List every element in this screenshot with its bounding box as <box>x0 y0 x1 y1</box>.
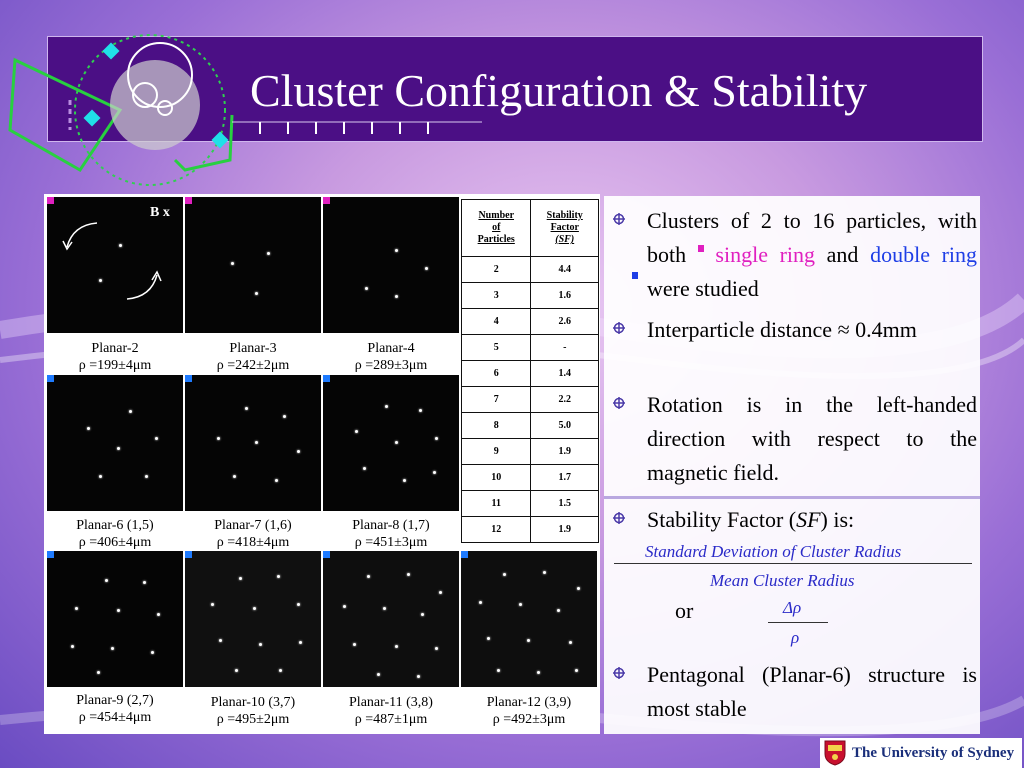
cluster-image-planar-4 <box>323 197 459 333</box>
table-row <box>462 283 599 309</box>
cluster-image-planar-6 <box>47 375 183 511</box>
panel-marker-blue <box>47 551 54 558</box>
table-row <box>462 491 599 517</box>
table-cell: 6 <box>462 361 531 387</box>
table-cell: 8 <box>462 413 531 439</box>
table-row <box>462 387 599 413</box>
panel-label: Planar-6 (1,5) <box>76 518 154 533</box>
header-number-of-particles: Number of Particles <box>462 200 531 257</box>
table-cell: 2.2 <box>531 387 599 413</box>
panel-rho: ρ =454±4μm <box>78 710 152 725</box>
title-ruler-ticks <box>232 120 482 136</box>
bullet-pentagonal: Pentagonal (Planar-6) structure is most stable <box>647 662 977 721</box>
panel-marker-pink <box>185 197 192 204</box>
panel-caption <box>323 517 459 551</box>
table-row <box>462 413 599 439</box>
table-cell: 1.9 <box>531 439 599 465</box>
table-row <box>462 439 599 465</box>
table-row <box>462 517 599 543</box>
panel-marker-blue <box>47 375 54 382</box>
rotation-arrow-icon <box>123 269 163 303</box>
or-text: or <box>675 598 694 623</box>
fraction-line-2 <box>768 622 828 623</box>
panel-rho: ρ =289±3μm <box>354 358 428 373</box>
bullet-interparticle: Interparticle distance ≈ 0.4mm <box>647 317 917 342</box>
panel-label: Planar-11 (3,8) <box>349 695 433 710</box>
table-cell: 1.6 <box>531 283 599 309</box>
table-cell: 1.4 <box>531 361 599 387</box>
table-cell: 11 <box>462 491 531 517</box>
blue-marker-icon <box>632 272 638 279</box>
cluster-image-planar-7 <box>185 375 321 511</box>
panel-marker-pink <box>47 197 54 204</box>
panel-marker-blue <box>461 551 468 558</box>
panel-marker-blue <box>185 375 192 382</box>
header-stability-factor: Stability Factor (SF) <box>531 200 599 257</box>
panel-rho: ρ =495±2μm <box>216 712 290 727</box>
panel-divider <box>604 496 980 499</box>
table-cell: 4.4 <box>531 257 599 283</box>
panel-rho: ρ =487±1μm <box>354 712 428 727</box>
bullet-stability-factor: Stability Factor (SF) is: <box>647 507 855 532</box>
panel-rho: ρ =492±3μm <box>492 712 566 727</box>
university-logo <box>820 738 1022 768</box>
table-cell: - <box>531 335 599 361</box>
table-cell: 2.6 <box>531 309 599 335</box>
panel-rho: ρ =451±3μm <box>354 535 428 550</box>
panel-caption <box>323 694 459 728</box>
panel-label: Planar-12 (3,9) <box>486 695 572 710</box>
cluster-image-planar-11 <box>323 551 459 687</box>
panel-rho: ρ =418±4μm <box>216 535 290 550</box>
pink-marker-icon <box>698 245 704 252</box>
panel-label: Planar-8 (1,7) <box>352 518 430 533</box>
panel-label: Planar-3 <box>229 341 277 356</box>
panel-caption <box>323 340 459 374</box>
panel-label: Planar-7 (1,6) <box>214 518 292 533</box>
panel-caption <box>47 692 183 726</box>
table-row <box>462 465 599 491</box>
table-cell: 9 <box>462 439 531 465</box>
table-cell: 5.0 <box>531 413 599 439</box>
formula2-numerator: Δρ <box>783 598 802 617</box>
formula-numerator: Standard Deviation of Cluster Radius <box>645 542 902 561</box>
cluster-image-planar-10 <box>185 551 321 687</box>
panel-marker-blue <box>323 375 330 382</box>
formula-denominator: Mean Cluster Radius <box>710 571 855 590</box>
panel-caption <box>185 340 321 374</box>
table-cell: 3 <box>462 283 531 309</box>
panel-label: Planar-9 (2,7) <box>76 693 154 708</box>
cluster-image-planar-8 <box>323 375 459 511</box>
slide-title: Cluster Configuration & Stability <box>250 65 868 116</box>
table-row <box>462 335 599 361</box>
panel-caption <box>47 517 183 551</box>
panel-rho: ρ =242±2μm <box>216 358 290 373</box>
panel-marker-blue <box>185 551 192 558</box>
panel-caption <box>185 517 321 551</box>
table-cell: 2 <box>462 257 531 283</box>
bullet-clusters: Clusters of 2 to 16 particles, with both single ring and double ring were studied <box>647 208 978 301</box>
crosshair-bullet-icon <box>613 322 625 334</box>
crosshair-bullet-icon <box>613 397 625 409</box>
panel-caption <box>461 694 597 728</box>
table-cell: 4 <box>462 309 531 335</box>
crosshair-bullet-icon <box>613 213 625 225</box>
table-header-row <box>462 200 599 257</box>
table-cell: 7 <box>462 387 531 413</box>
bullet-rotation: Rotation is in the left-handed direction with respect to the magnetic field. <box>647 392 977 485</box>
stability-table-panel <box>459 196 600 546</box>
panel-rho: ρ =406±4μm <box>78 535 152 550</box>
university-crest-icon <box>824 740 846 766</box>
decorative-orbit-graphic <box>0 20 260 190</box>
panel-caption <box>47 340 183 374</box>
fraction-line <box>614 563 972 564</box>
cluster-image-planar-3 <box>185 197 321 333</box>
table-cell: 12 <box>462 517 531 543</box>
table-row <box>462 309 599 335</box>
single-ring-text: single ring <box>715 242 816 267</box>
rotation-arrow-icon <box>61 219 101 253</box>
table-cell: 1.9 <box>531 517 599 543</box>
stability-factor-table <box>461 199 599 543</box>
panel-marker-blue <box>323 551 330 558</box>
table-cell: 10 <box>462 465 531 491</box>
table-cell: 1.5 <box>531 491 599 517</box>
table-row <box>462 361 599 387</box>
cluster-image-planar-12 <box>461 551 597 687</box>
table-cell: 1.7 <box>531 465 599 491</box>
panel-label: Planar-4 <box>367 341 415 356</box>
panel-rho: ρ =199±4μm <box>78 358 152 373</box>
cluster-image-planar-9 <box>47 551 183 687</box>
formula2-denominator: ρ <box>791 628 800 647</box>
magnetic-field-label: B x <box>150 205 170 220</box>
university-name: The University of Sydney <box>852 744 1015 761</box>
table-row <box>462 257 599 283</box>
panel-marker-pink <box>323 197 330 204</box>
panel-caption <box>185 694 321 728</box>
double-ring-text: double ring <box>870 242 978 267</box>
crosshair-bullet-icon <box>613 667 625 679</box>
panel-label: Planar-2 <box>91 341 139 356</box>
table-cell: 5 <box>462 335 531 361</box>
panel-label: Planar-10 (3,7) <box>210 695 296 710</box>
crosshair-bullet-icon <box>613 512 625 524</box>
